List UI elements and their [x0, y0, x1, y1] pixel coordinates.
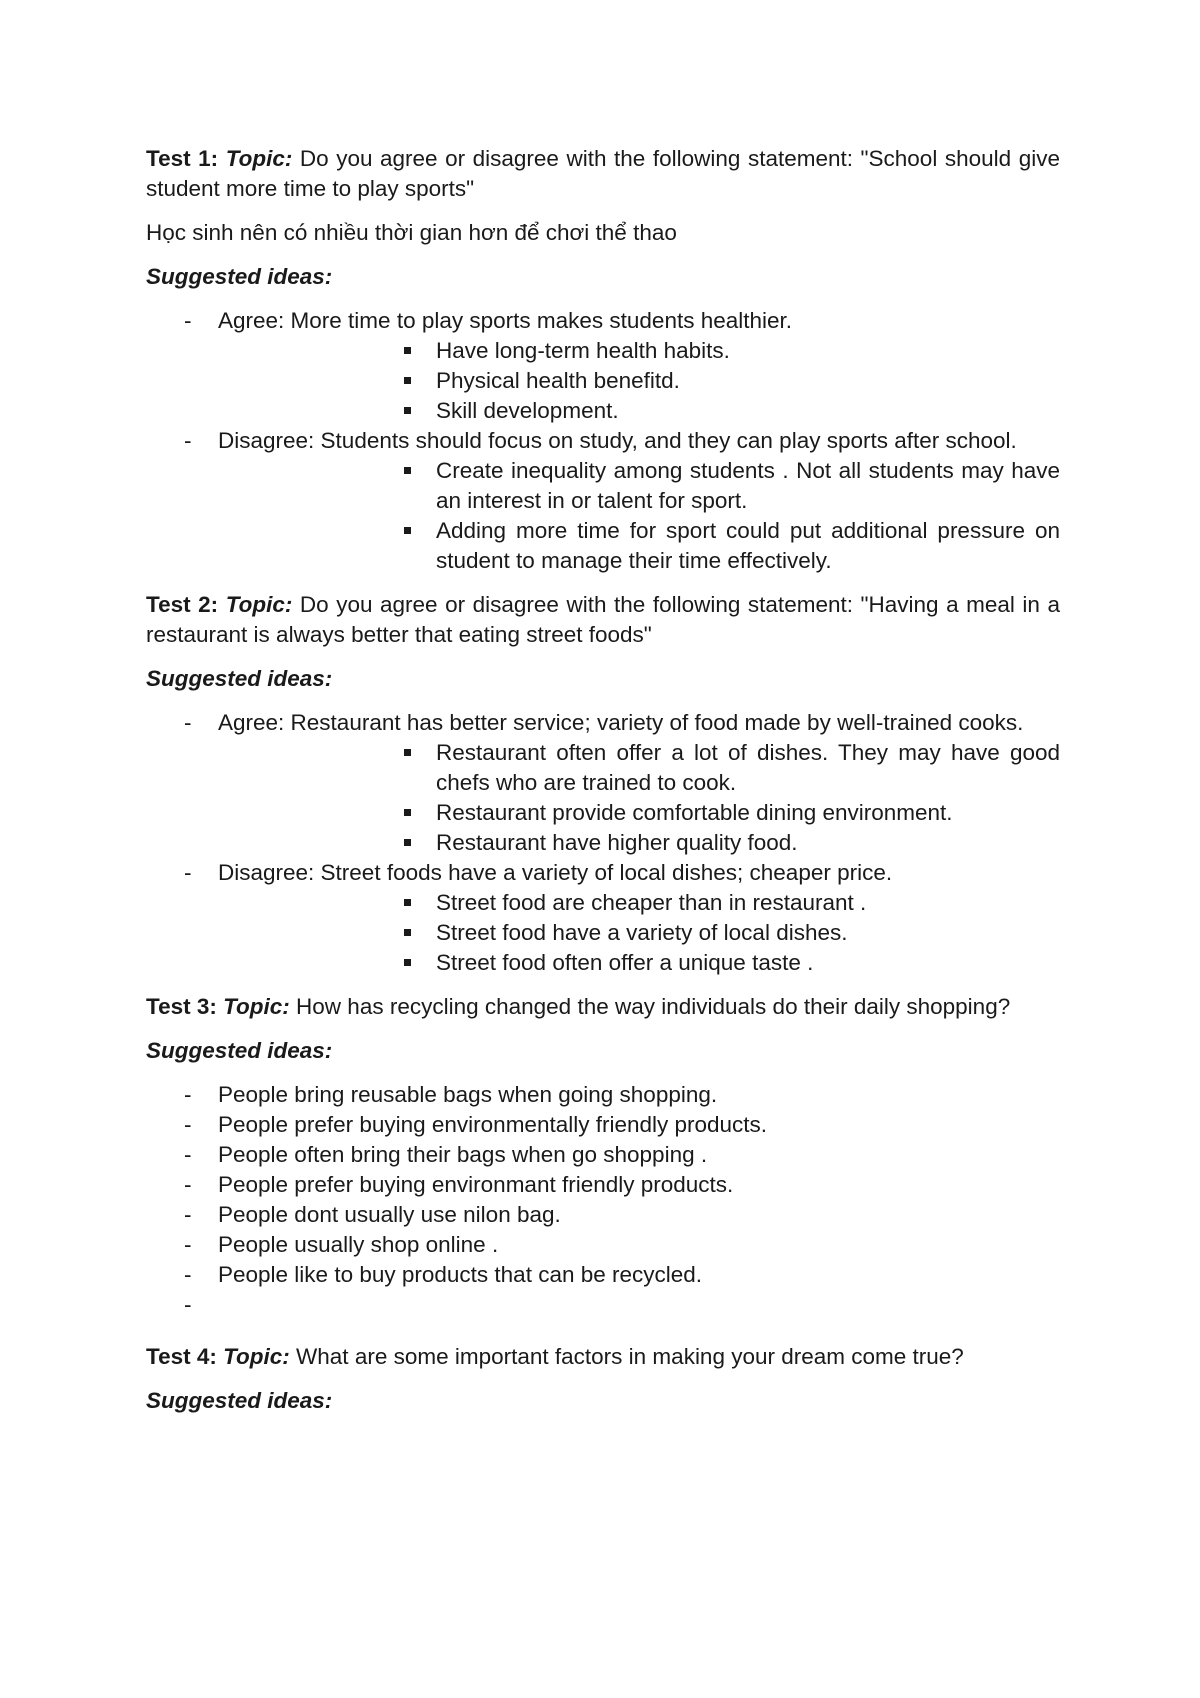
list-item — [146, 1290, 1060, 1320]
suggested-ideas-label: Suggested ideas: — [146, 264, 333, 289]
sub-item-text: Create inequality among students . Not all students may have an interest in or talent for sport. — [436, 458, 1060, 513]
square-bullet-icon — [404, 959, 411, 966]
dash-bullet: - — [184, 1292, 192, 1317]
square-bullet-icon — [404, 377, 411, 384]
list-item-text: People prefer buying environmentally friendly products. — [218, 1112, 768, 1137]
test-4-heading — [146, 1342, 1060, 1372]
list-item — [146, 1200, 1060, 1230]
sub-list-item — [218, 366, 1060, 396]
sub-list-item — [218, 888, 1060, 918]
list-item-text: People bring reusable bags when going shopping. — [218, 1082, 718, 1107]
list-item — [146, 1110, 1060, 1140]
ideas-list — [146, 1080, 1060, 1320]
sub-item-text: Restaurant provide comfortable dining environment. — [436, 800, 953, 825]
topic-label: Topic: — [223, 994, 290, 1019]
square-bullet-icon — [404, 407, 411, 414]
topic-text: Do you agree or disagree with the following statement: "School should give student more time to play sports" — [146, 146, 1060, 201]
sub-item-text: Skill development. — [436, 398, 619, 423]
sub-list-item — [218, 798, 1060, 828]
list-item — [146, 1170, 1060, 1200]
dash-bullet: - — [184, 1112, 192, 1137]
sub-list-item — [218, 516, 1060, 576]
suggested-ideas-label: Suggested ideas: — [146, 666, 333, 691]
sub-list-item — [218, 738, 1060, 798]
dash-bullet: - — [184, 1202, 192, 1227]
dash-bullet: - — [184, 1262, 192, 1287]
list-item — [146, 1140, 1060, 1170]
translation-line: Học sinh nên có nhiều thời gian hơn để chơi thể thao — [146, 220, 677, 245]
sub-list-item — [218, 336, 1060, 366]
square-bullet-icon — [404, 839, 411, 846]
square-bullet-icon — [404, 899, 411, 906]
dash-bullet: - — [184, 1172, 192, 1197]
sub-item-text: Physical health benefitd. — [436, 368, 680, 393]
list-item — [146, 858, 1060, 978]
dash-bullet: - — [184, 1082, 192, 1107]
test-2-heading — [146, 590, 1060, 650]
list-item-text: Agree: More time to play sports makes students healthier. — [218, 308, 793, 333]
dash-bullet: - — [184, 308, 192, 333]
test-3-heading — [146, 992, 1060, 1022]
list-item-text: People like to buy products that can be recycled. — [218, 1262, 703, 1287]
square-bullet-icon — [404, 809, 411, 816]
sub-item-text: Restaurant have higher quality food. — [436, 830, 798, 855]
topic-label: Topic: — [225, 592, 293, 617]
list-item — [146, 1260, 1060, 1290]
topic-label: Topic: — [225, 146, 293, 171]
square-bullet-icon — [404, 749, 411, 756]
list-item — [146, 1230, 1060, 1260]
document-page — [146, 144, 1060, 1430]
sub-item-text: Restaurant often offer a lot of dishes. They may have good chefs who are trained to cook. — [436, 740, 1060, 795]
ideas-list — [146, 708, 1060, 978]
square-bullet-icon — [404, 527, 411, 534]
list-item-text: People often bring their bags when go shopping . — [218, 1142, 708, 1167]
list-item — [146, 708, 1060, 858]
sub-item-text: Street food have a variety of local dishes. — [436, 920, 848, 945]
square-bullet-icon — [404, 347, 411, 354]
test-1-heading — [146, 144, 1060, 204]
topic-text: How has recycling changed the way individuals do their daily shopping? — [296, 994, 1011, 1019]
square-bullet-icon — [404, 467, 411, 474]
list-item-text: Agree: Restaurant has better service; variety of food made by well-trained cooks. — [218, 710, 1024, 735]
sub-item-text: Street food often offer a unique taste . — [436, 950, 814, 975]
dash-bullet: - — [184, 1232, 192, 1257]
sub-item-text: Have long-term health habits. — [436, 338, 730, 363]
sub-list-item — [218, 396, 1060, 426]
list-item-text: Disagree: Street foods have a variety of local dishes; cheaper price. — [218, 860, 893, 885]
dash-bullet: - — [184, 710, 192, 735]
list-item — [146, 1080, 1060, 1110]
sub-item-text: Street food are cheaper than in restaurant . — [436, 890, 867, 915]
sub-list — [218, 738, 1060, 858]
sub-list-item — [218, 828, 1060, 858]
sub-item-text: Adding more time for sport could put additional pressure on student to manage their time effectively. — [436, 518, 1060, 573]
sub-list — [218, 336, 1060, 426]
list-item-text: Disagree: Students should focus on study, and they can play sports after school. — [218, 428, 1017, 453]
topic-label: Topic: — [223, 1344, 290, 1369]
topic-text: Do you agree or disagree with the following statement: "Having a meal in a restaurant is always better that eating street foods" — [146, 592, 1060, 647]
ideas-list — [146, 306, 1060, 576]
list-item-text: People dont usually use nilon bag. — [218, 1202, 561, 1227]
test-label: Test 3: — [146, 994, 217, 1019]
test-2-section — [146, 590, 1060, 978]
list-item — [146, 426, 1060, 576]
sub-list — [218, 888, 1060, 978]
topic-text: What are some important factors in making your dream come true? — [296, 1344, 964, 1369]
test-label: Test 1: — [146, 146, 219, 171]
test-label: Test 2: — [146, 592, 219, 617]
test-1-section — [146, 144, 1060, 576]
list-item-text: People prefer buying environmant friendly products. — [218, 1172, 734, 1197]
test-label: Test 4: — [146, 1344, 217, 1369]
suggested-ideas-label: Suggested ideas: — [146, 1388, 333, 1413]
square-bullet-icon — [404, 929, 411, 936]
sub-list-item — [218, 918, 1060, 948]
sub-list — [218, 456, 1060, 576]
suggested-ideas-label: Suggested ideas: — [146, 1038, 333, 1063]
dash-bullet: - — [184, 860, 192, 885]
test-3-section — [146, 992, 1060, 1320]
dash-bullet: - — [184, 1142, 192, 1167]
list-item — [146, 306, 1060, 426]
list-item-text: People usually shop online . — [218, 1232, 499, 1257]
test-4-section — [146, 1342, 1060, 1416]
sub-list-item — [218, 456, 1060, 516]
dash-bullet: - — [184, 428, 192, 453]
sub-list-item — [218, 948, 1060, 978]
